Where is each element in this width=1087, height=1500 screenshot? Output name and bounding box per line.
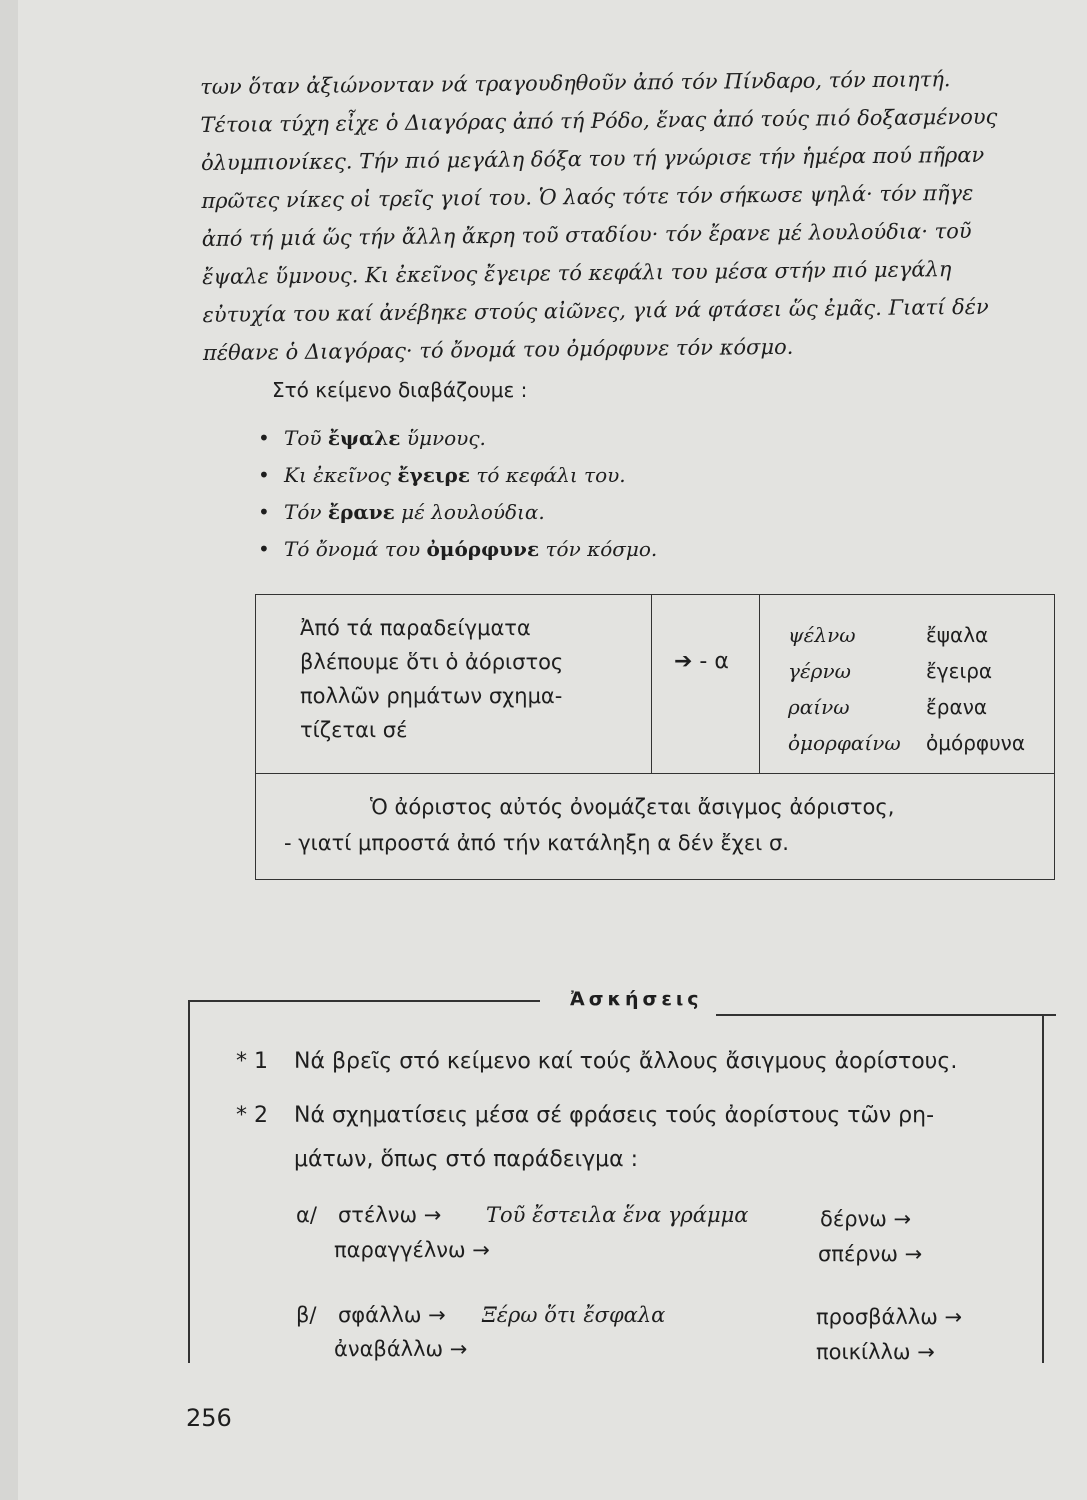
table-divider [651,595,652,773]
rule-line: βλέπουμε ὅτι ὁ ἀόριστος [300,650,564,674]
exercise-number: * 2 [236,1103,268,1128]
example-answer: Ξέρω ὅτι ἔσφαλα [482,1303,666,1327]
example-verb: ἔρανε [327,500,395,524]
rule-note [256,789,1036,861]
passage-text [200,59,1071,372]
bullet: • [258,463,270,487]
exercise-text: μάτων, ὅπως στό παράδειγμα : [294,1147,639,1172]
example-item [258,463,657,500]
example-item [258,537,657,574]
frame-line [188,1000,190,1363]
passage-line: των ὅταν ἀξιώνονταν νά τραγουδηθοῦν ἀπό τόν Πίνδαρο, τόν ποιητή. [200,67,951,99]
bullet: • [258,500,270,524]
example-item [258,500,657,537]
example-text: Τό ὄνομά του [284,537,427,561]
verb-prompt: σπέρνω → [818,1242,923,1266]
group-label: α/ [296,1203,317,1227]
example-text: μέ λουλούδια. [394,500,545,524]
note-line: Ὁ ἀόριστος αὐτός ὀνομάζεται ἄσιγμος ἀόριστος, [370,795,895,819]
example-verb: ὀμόρφυνε [426,537,540,561]
note-line: - γιατί μπροστά ἀπό τήν κατάληξη α δέν ἔχει σ. [284,831,789,855]
intro-text: Στό κείμενο διαβάζουμε : [272,378,528,402]
rule-line: Ἀπό τά παραδείγματα [300,616,531,640]
exercises-heading: Ἀσκήσεις [570,988,703,1010]
page-number: 256 [186,1404,232,1432]
rule-statement [300,611,563,747]
verb-prompt: ποικίλλω → [816,1340,935,1364]
example-list [258,426,657,574]
exercise-text: Νά βρεῖς στό κείμενο καί τούς ἄλλους ἄσιγμους ἀορίστους. [294,1049,958,1074]
example-text: τό κεφάλι του. [469,463,626,487]
passage-line: ἀπό τή μιά ὥς τήν ἄλλη ἄκρη τοῦ σταδίου· τόν ἔρανε μέ λουλούδια· τοῦ [201,218,972,251]
verb-present: ὀμορφαίνω [788,731,901,755]
example-text: Κι ἐκεῖνος [284,463,398,487]
exercise-text: Νά σχηματίσεις μέσα σέ φράσεις τούς ἀορίστους τῶν ρη- [294,1103,935,1128]
verb-aorist: ἔψαλα [926,623,989,647]
rule-table [255,594,1055,880]
verb-aorist: ἔρανα [926,695,988,719]
example-answer: Τοῦ ἔστειλα ἕνα γράμμα [486,1203,749,1227]
example-verb: ἔγειρε [397,463,470,487]
passage-line: Τέτοια τύχη εἶχε ὁ Διαγόρας ἀπό τή Ρόδο, ἕνας ἀπό τούς πιό δοξασμένους [200,104,998,137]
verb-prompt: στέλνω → [338,1203,442,1227]
present-verbs [788,617,901,761]
verb-present: ψέλνω [788,623,856,647]
aorist-verbs [926,617,1025,761]
passage-line: ὀλυμπιονίκες. Τήν πιό μεγάλη δόξα του τή γνώρισε τήν ἡμέρα πού πῆραν [200,142,985,175]
table-divider [256,773,1054,774]
bullet: • [258,537,270,561]
example-text: ὕμνους. [400,426,486,450]
verb-prompt: ἀναβάλλω → [334,1337,468,1361]
frame-line [1042,1014,1044,1363]
page-edge [0,0,18,1500]
example-text: τόν κόσμο. [539,537,658,561]
rule-line: τίζεται σέ [300,718,408,742]
verb-present: ραίνω [788,695,850,719]
verb-prompt: δέρνω → [820,1207,912,1231]
group-label: β/ [296,1303,317,1327]
exercise-number: * 1 [236,1049,268,1074]
example-text: Τοῦ [284,426,328,450]
verb-present: γέρνω [788,659,851,683]
frame-line [188,1000,540,1002]
table-divider [759,595,760,773]
verb-aorist: ὀμόρφυνα [926,731,1026,755]
example-text: Τόν [284,500,328,524]
passage-line: ἔψαλε ὕμνους. Κι ἐκεῖνος ἔγειρε τό κεφάλι του μέσα στήν πιό μεγάλη [202,257,952,289]
example-item [258,426,657,463]
bullet: • [258,426,270,450]
example-verb: ἔψαλε [327,426,401,450]
passage-line: πρῶτες νίκες οἱ τρεῖς γιοί του. Ὁ λαός τότε τόν σήκωσε ψηλά· τόν πῆγε [201,180,974,213]
verb-prompt: προσβάλλω → [816,1305,963,1329]
verb-aorist: ἔγειρα [926,659,993,683]
verb-prompt: παραγγέλνω → [334,1238,490,1262]
frame-line [716,1014,1056,1016]
passage-line: πέθανε ὁ Διαγόρας· τό ὄνομά του ὀμόρφυνε τόν κόσμο. [202,334,794,365]
rule-line: πολλῶν ρημάτων σχημα- [300,684,563,708]
ending-arrow: ➔ - α [674,649,729,674]
passage-line: εὐτυχία του καί ἀνέβηκε στούς αἰῶνες, γιά νά φτάσει ὥς ἐμᾶς. Γιατί δέν [202,294,989,327]
verb-prompt: σφάλλω → [338,1303,446,1327]
